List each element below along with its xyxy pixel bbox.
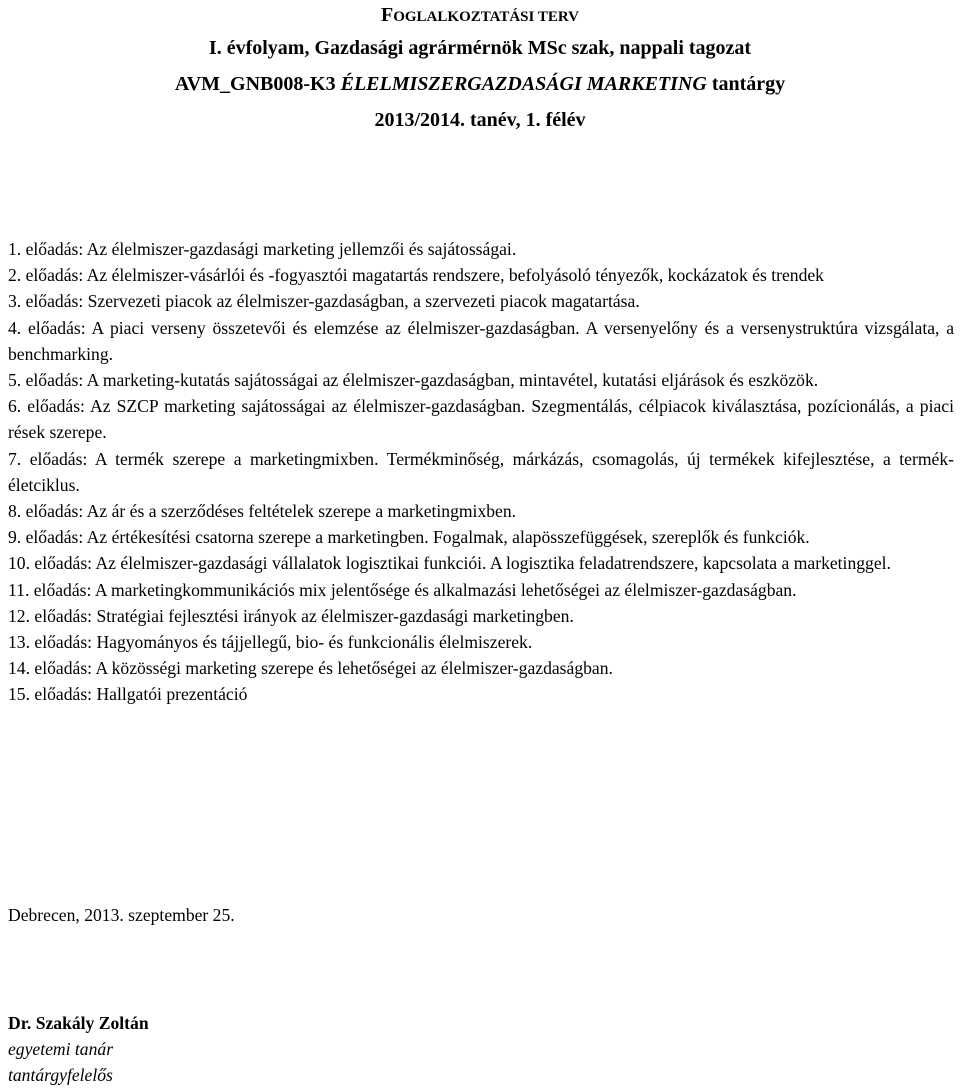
lecture-item — [8, 498, 954, 524]
lecture-text: előadás: Stratégiai fejlesztési irányok az élelmiszer-gazdasági marketingben. — [34, 605, 574, 626]
lecture-text: előadás: Az SZCP marketing sajátosságai az élelmiszer-gazdaságban. Szegmentálás, célpiacok kiválasztása, pozícionálás, a piaci rések szerepe. — [8, 396, 954, 443]
lecture-number: 1. — [8, 239, 22, 259]
lecture-number: 5. — [8, 370, 22, 391]
lecture-number: 12. — [8, 605, 30, 626]
course-suffix: tantárgy — [711, 73, 786, 95]
lecture-number: 14. — [8, 658, 30, 679]
course-line — [0, 66, 960, 102]
document-header — [0, 2, 960, 138]
lecture-text: előadás: Az élelmiszer-gazdasági vállalatok logisztikai funkciói. A logisztika feladatrendszere, kapcsolata a marketinggel. — [34, 553, 891, 574]
lecture-number: 3. — [8, 291, 22, 312]
lecture-text: előadás: Az élelmiszer-vásárlói és -fogyasztói magatartás rendszere, befolyásoló tényezők, kockázatok és trendek — [25, 265, 824, 286]
lecture-item — [8, 681, 954, 707]
lecture-item — [8, 524, 954, 550]
signer-name: Dr. Szakály Zoltán — [8, 1013, 149, 1033]
lecture-number: 13. — [8, 632, 30, 653]
lecture-text: előadás: Hagyományos és tájjellegű, bio- és funkcionális élelmiszerek. — [34, 632, 533, 653]
signer-role: tantárgyfelelős — [8, 1065, 113, 1085]
lecture-item — [8, 262, 954, 288]
lecture-text: előadás: Az ár és a szerződéses feltételek szerepe a marketingmixben. — [25, 501, 517, 522]
lecture-item — [8, 315, 954, 367]
course-name: ÉLELMISZERGAZDASÁGI MARKETING — [340, 73, 707, 95]
lecture-text: előadás: A marketing-kutatás sajátosságai az élelmiszer-gazdaságban, mintavétel, kutatási eljárások és eszközök. — [25, 370, 819, 391]
title-rest: OGLALKOZTATÁSI TERV — [393, 9, 579, 25]
lecture-number: 8. — [8, 501, 22, 522]
lecture-list — [8, 236, 954, 708]
lecture-item — [8, 603, 954, 629]
lecture-text: előadás: Szervezeti piacok az élelmiszer-gazdaságban, a szervezeti piacok magatartása. — [25, 291, 640, 312]
lecture-number: 7. — [8, 448, 22, 469]
lecture-item — [8, 629, 954, 655]
lecture-number: 6. — [8, 396, 22, 417]
lecture-item — [8, 393, 954, 445]
lecture-text: előadás: A piaci verseny összetevői és elemzése az élelmiszer-gazdaságban. A versenyelőny és a versenystruktúra vizsgálata, a benchmarking. — [8, 317, 955, 364]
title-initial: F — [381, 4, 394, 26]
document-title — [0, 2, 960, 30]
lecture-item — [8, 446, 954, 498]
lecture-text: előadás: A közösségi marketing szerepe és lehetőségei az élelmiszer-gazdaságban. — [34, 658, 613, 679]
lecture-text: előadás: Az értékesítési csatorna szerepe a marketingben. Fogalmak, alapösszefüggések, szereplők és funkciók. — [25, 527, 810, 548]
lecture-number: 11. — [8, 579, 30, 600]
lecture-item — [8, 367, 954, 393]
lecture-item — [8, 577, 954, 603]
program-line: I. évfolyam, Gazdasági agrármérnök MSc szak, nappali tagozat — [208, 37, 752, 59]
lecture-number: 2. — [8, 265, 22, 286]
signature-block — [8, 1010, 149, 1088]
lecture-item — [8, 655, 954, 681]
lecture-text: előadás: Hallgatói prezentáció — [34, 684, 248, 705]
lecture-number: 4. — [8, 317, 22, 338]
lecture-number: 10. — [8, 553, 30, 574]
course-code: AVM_GNB008-K3 — [174, 73, 336, 95]
lecture-text: előadás: A marketingkommunikációs mix jelentősége és alkalmazási lehetőségei az élelmiszer-gazdaságban. — [33, 579, 797, 600]
lecture-text: előadás: A termék szerepe a marketingmixben. Termékminőség, márkázás, csomagolás, új termékek kifejlesztése, a termék-életciklus. — [8, 448, 954, 495]
lecture-item — [8, 236, 954, 262]
lecture-item — [8, 288, 954, 314]
lecture-number: 15. — [8, 684, 30, 705]
lecture-text: előadás: Az élelmiszer-gazdasági marketing jellemzői és sajátosságai. — [25, 239, 517, 259]
term-line: 2013/2014. tanév, 1. félév — [374, 109, 586, 131]
lecture-item — [8, 550, 954, 576]
signer-title: egyetemi tanár — [8, 1039, 114, 1059]
place-and-date: Debrecen, 2013. szeptember 25. — [8, 905, 235, 925]
lecture-number: 9. — [8, 527, 22, 548]
